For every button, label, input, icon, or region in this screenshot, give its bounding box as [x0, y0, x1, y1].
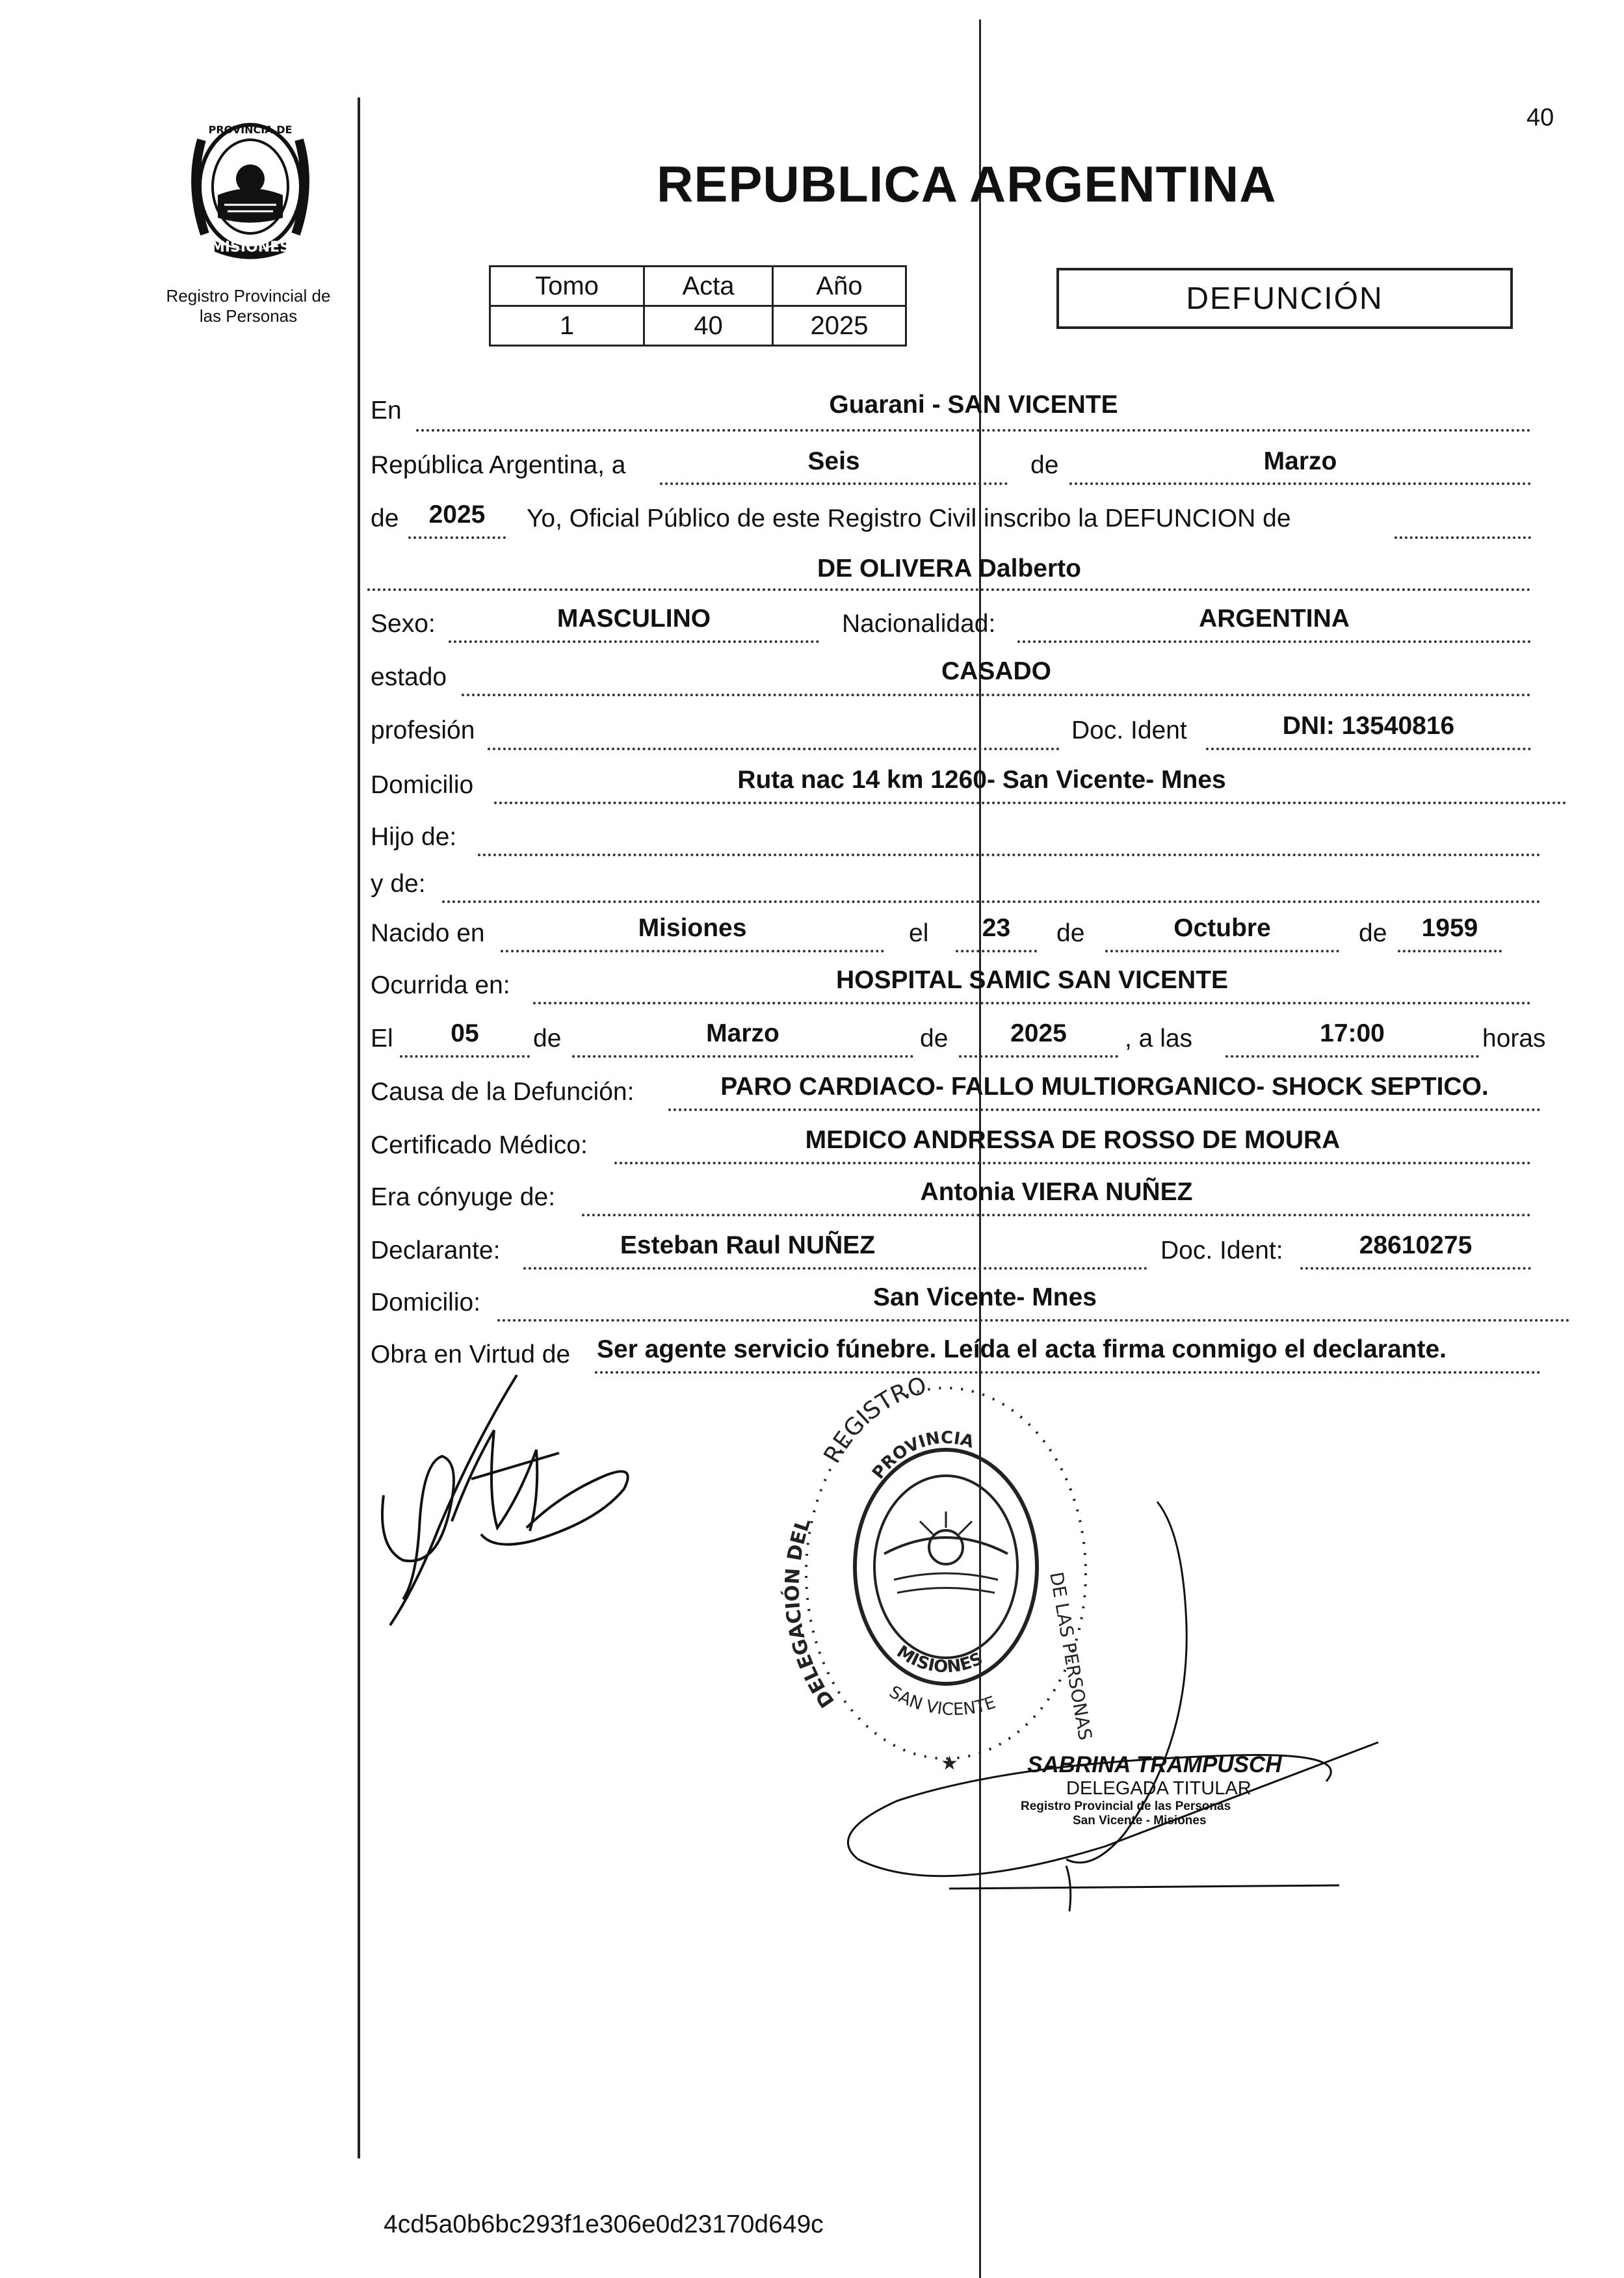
hijo-dotted-line: [478, 854, 1541, 856]
y-de-dotted-line: [442, 900, 1541, 903]
conyuge-value: Antonia VIERA NUÑEZ: [920, 1178, 1193, 1206]
name-dotted-line: [367, 588, 1531, 591]
stamp-bottom: SAN VICENTE: [885, 1682, 999, 1720]
obra-value: Ser agente servicio fúnebre. Leída el acta firma conmigo el declarante.: [597, 1335, 1447, 1363]
estado-dotted-line: [462, 694, 1531, 696]
de-label-4: de: [533, 1025, 562, 1053]
ocurrida-label: Ocurrida en:: [371, 971, 510, 999]
stamp-outer-right: DE LAS PERSONAS: [1045, 1570, 1097, 1742]
registry-caption-line1: Registro Provincial de: [166, 286, 331, 306]
birth-month: Octubre: [1173, 914, 1271, 942]
signer-office: Registro Provincial de las Personas: [1021, 1800, 1231, 1813]
ocurrida-dotted-line: [533, 1002, 1531, 1004]
obra-label: Obra en Virtud de: [371, 1341, 571, 1368]
officer-signature: [819, 1495, 1391, 1924]
republica-label: República Argentina, a: [371, 451, 626, 479]
stamp-outer-left: DELEGACIÓN DEL: [781, 1515, 839, 1712]
logo-top-text: PROVINCIA DE: [208, 124, 293, 136]
stamp-inner-top: PROVINCIA: [869, 1428, 976, 1483]
death-year-dotted-line: [959, 1055, 1118, 1058]
birth-year: 1959: [1421, 914, 1478, 942]
decl-doc-dotted-line: [1300, 1267, 1531, 1270]
record-table-header: Acta: [644, 267, 773, 306]
page-title: REPUBLICA ARGENTINA: [657, 155, 1277, 213]
day-value: Seis: [807, 447, 860, 475]
birth-year-dotted-line: [1398, 950, 1502, 952]
sexo-label: Sexo:: [371, 610, 436, 638]
nacionalidad-value: ARGENTINA: [1199, 605, 1350, 633]
sexo-value: MASCULINO: [557, 605, 711, 633]
registry-caption: [151, 286, 346, 326]
stamp-star-icon: ★: [941, 1753, 958, 1774]
causa-dotted-line: [668, 1108, 1541, 1111]
conyuge-label: Era cónyuge de:: [371, 1183, 556, 1211]
record-table-cell-anio: 2025: [773, 306, 906, 346]
signer-location: San Vicente - Misiones: [1073, 1814, 1207, 1827]
horas-label: horas: [1482, 1025, 1546, 1053]
declarant-signature: [364, 1365, 650, 1638]
record-type-box: DEFUNCIÓN: [1056, 268, 1513, 329]
el-label: el: [909, 919, 929, 947]
ocurrida-value: HOSPITAL SAMIC SAN VICENTE: [835, 966, 1229, 994]
birth-day-dotted-line: [956, 950, 1037, 952]
en-value: Guarani - SAN VICENTE: [829, 391, 1118, 419]
record-table-header: Tomo: [490, 267, 644, 306]
declarante-label: Declarante:: [371, 1237, 501, 1264]
death-month-dotted-line: [572, 1055, 913, 1058]
estado-label: estado: [371, 663, 447, 691]
profesion-dotted-line: [488, 748, 1060, 750]
record-table-cell-tomo: 1: [490, 306, 644, 346]
profesion-label: profesión: [371, 716, 475, 744]
death-day-dotted-line: [400, 1055, 530, 1058]
en-label: En: [371, 397, 402, 425]
domicilio-label: Domicilio: [371, 771, 474, 799]
death-time-dotted-line: [1225, 1055, 1479, 1058]
stamp-outer-top: REGISTRO: [819, 1372, 930, 1468]
signer-name: SABRINA TRAMPUSCH: [1027, 1752, 1282, 1777]
y-de-label: y de:: [371, 870, 426, 898]
decl-doc-label: Doc. Ident:: [1160, 1237, 1283, 1264]
statement-dotted-line: [1395, 536, 1531, 539]
doc-ident-value: DNI: 13540816: [1282, 712, 1455, 740]
stamp-inner-bottom: MISIONES: [893, 1642, 986, 1677]
en-dotted-line: [416, 429, 1531, 432]
document-hash: 4cd5a0b6bc293f1e306e0d23170d649c: [384, 2210, 824, 2238]
death-month: Marzo: [706, 1019, 779, 1047]
birth-day: 23: [982, 914, 1011, 942]
registry-caption-line2: las Personas: [199, 306, 298, 326]
signer-title: DELEGADA TITULAR: [1066, 1778, 1251, 1799]
causa-label: Causa de la Defunción:: [371, 1078, 635, 1106]
signature-block: [1021, 1752, 1282, 1828]
certificado-value: MEDICO ANDRESSA DE ROSSO DE MOURA: [805, 1126, 1341, 1154]
de-label-2: de: [1056, 919, 1085, 947]
de-year-label: de: [371, 504, 399, 532]
province-logo: [176, 114, 325, 263]
sexo-dotted-line: [449, 640, 819, 643]
record-table-value-row: [490, 306, 906, 346]
doc-ident-label: Doc. Ident: [1071, 716, 1187, 744]
record-table-header-row: [490, 267, 906, 306]
domicilio-dotted-line: [494, 802, 1567, 804]
deceased-name: DE OLIVERA Dalberto: [817, 555, 1081, 583]
domicilio-value: Ruta nac 14 km 1260- San Vicente- Mnes: [737, 766, 1226, 794]
decl-domicilio-label: Domicilio:: [371, 1289, 481, 1316]
nacido-value: Misiones: [638, 914, 747, 942]
decl-domicilio-dotted-line: [497, 1319, 1570, 1322]
de-label-5: de: [920, 1025, 949, 1053]
declarante-dotted-line: [523, 1267, 1147, 1270]
logo-bottom-text: MISIONES: [210, 239, 291, 255]
death-day: 05: [451, 1019, 479, 1047]
a-las-label: , a las: [1125, 1025, 1193, 1053]
nacido-label: Nacido en: [371, 919, 485, 947]
declarante-value: Esteban Raul NUÑEZ: [620, 1231, 876, 1259]
day-dotted-line: [660, 482, 1008, 485]
certificado-dotted-line: [614, 1162, 1531, 1164]
estado-value: CASADO: [941, 657, 1051, 685]
statement-text: Yo, Oficial Público de este Registro Civil inscribo la DEFUNCION de: [527, 504, 1291, 532]
record-table: [489, 265, 907, 347]
doc-ident-dotted-line: [1206, 748, 1531, 750]
hijo-label: Hijo de:: [371, 823, 457, 851]
record-table-cell-acta: 40: [644, 306, 773, 346]
decl-domicilio-value: San Vicente- Mnes: [873, 1283, 1097, 1311]
nacido-dotted-line: [501, 950, 884, 952]
death-year: 2025: [1010, 1019, 1067, 1047]
left-margin-line: [358, 98, 360, 2158]
page-number: 40: [1526, 104, 1554, 131]
year-dotted-line: [408, 536, 506, 539]
month-dotted-line: [1069, 482, 1531, 485]
conyuge-dotted-line: [582, 1214, 1531, 1216]
death-time: 17:00: [1320, 1019, 1385, 1047]
nacionalidad-label: Nacionalidad:: [842, 610, 996, 638]
de-label-3: de: [1359, 919, 1387, 947]
year-value: 2025: [428, 501, 486, 529]
month-value: Marzo: [1263, 447, 1337, 475]
de-label: de: [1030, 451, 1059, 479]
el-death-label: El: [371, 1025, 393, 1053]
causa-value: PARO CARDIACO- FALLO MULTIORGANICO- SHOCK SEPTICO.: [720, 1073, 1489, 1101]
nacionalidad-dotted-line: [1017, 640, 1531, 643]
decl-doc-value: 28610275: [1359, 1231, 1473, 1259]
certificado-label: Certificado Médico:: [371, 1131, 588, 1159]
birth-month-dotted-line: [1105, 950, 1339, 952]
record-table-header: Año: [773, 267, 906, 306]
